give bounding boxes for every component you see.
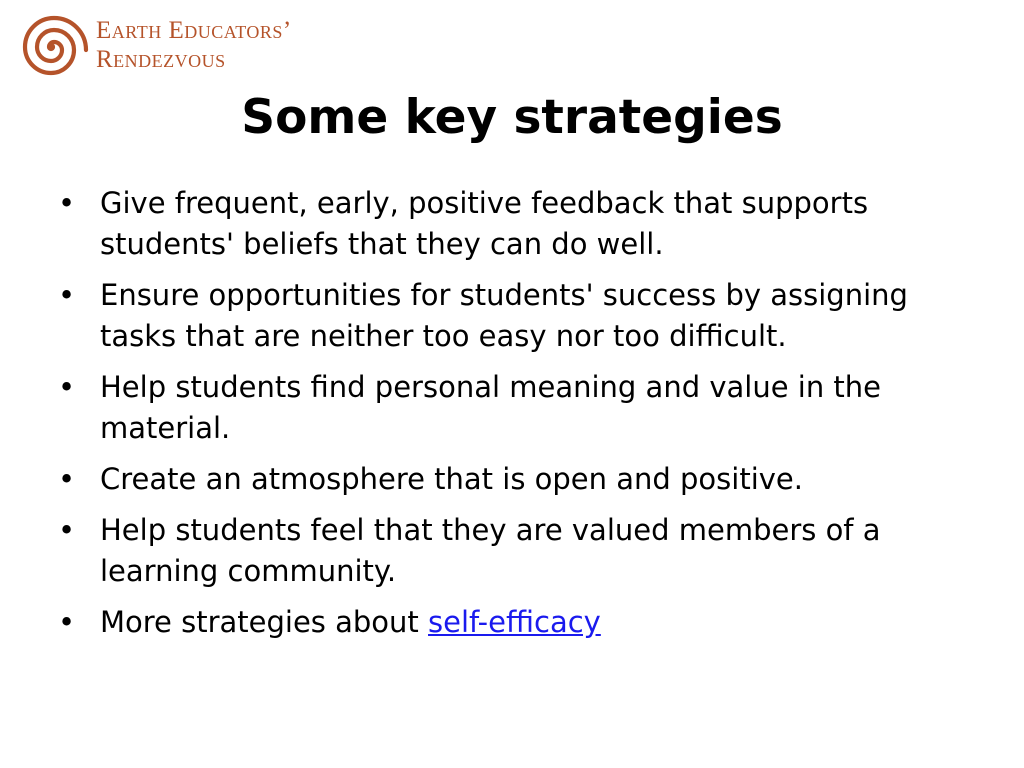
bullet-text: Help students feel that they are valued members of a learning community. [100,513,881,588]
bullet-item [56,367,976,449]
spiral-icon [10,6,92,88]
bullet-item [56,183,976,265]
bullet-text: Ensure opportunities for students' success by assigning tasks that are neither too easy nor too difficult. [100,278,908,353]
self-efficacy-link[interactable]: self-efficacy [428,605,601,639]
bullet-text: Give frequent, early, positive feedback that supports students' beliefs that they can do well. [100,186,869,261]
bullet-icon: • [58,370,76,404]
bullet-icon: • [58,605,76,639]
bullet-item [56,459,976,500]
bullet-item [56,275,976,357]
bullet-list [56,183,976,653]
bullet-icon: • [58,513,76,547]
logo-line-2: Rendezvous [96,46,226,73]
bullet-icon: • [58,278,76,312]
bullet-text: Help students find personal meaning and value in the material. [100,370,882,445]
bullet-icon: • [58,462,76,496]
bullet-text: More strategies about [100,605,429,639]
bullet-icon: • [58,186,76,220]
logo-line-1: Earth Educators’ [96,17,292,44]
logo [10,6,350,90]
bullet-item [56,602,976,643]
bullet-item [56,510,976,592]
slide-title: Some key strategies [241,90,783,145]
bullet-text: Create an atmosphere that is open and positive. [100,462,803,496]
